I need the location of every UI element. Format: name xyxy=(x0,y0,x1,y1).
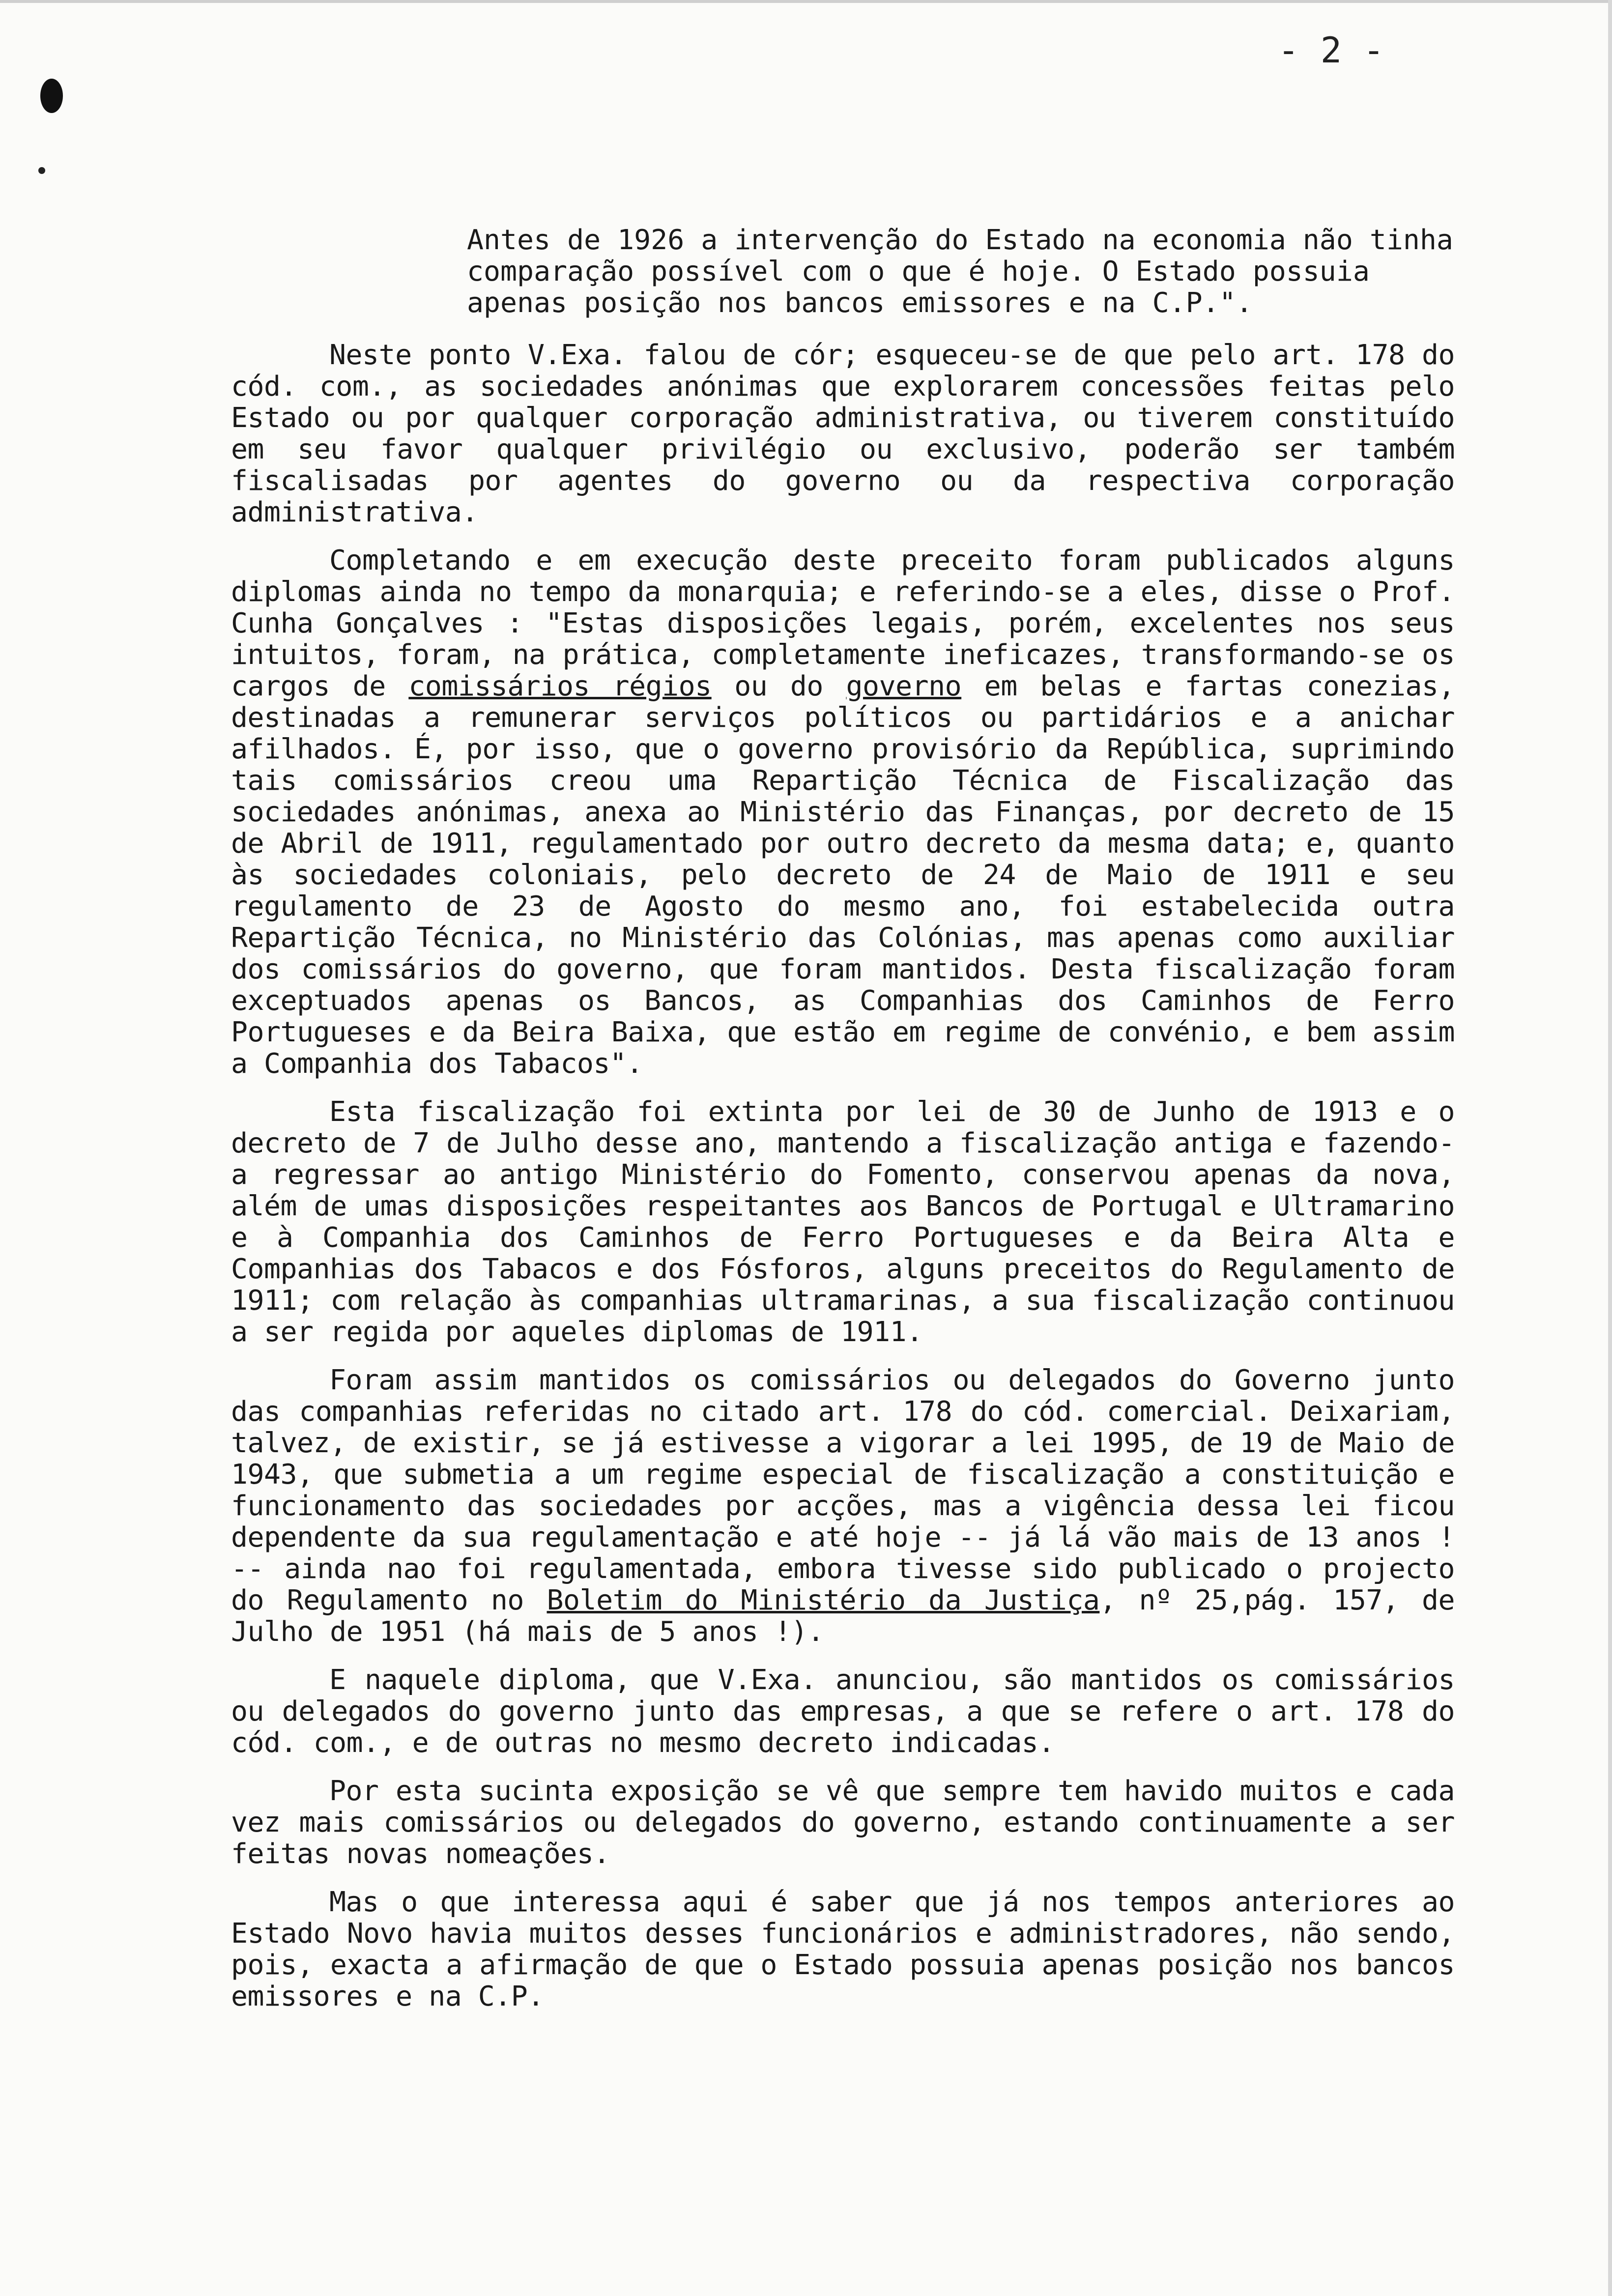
paragraph-4-text-b: , nº 25,pág. 157, de Julho de 1951 (há mais de 5 anos !). xyxy=(231,1584,1455,1648)
document-body xyxy=(231,197,1455,2029)
scan-edge-right xyxy=(1608,0,1612,2296)
punch-hole-mark xyxy=(40,79,63,113)
ink-dot-mark xyxy=(38,167,45,174)
page-number: - 2 - xyxy=(1278,29,1384,71)
underlined-governo: governo xyxy=(846,670,962,702)
paragraph-2-text-a: Completando e em execução deste preceito foram publicados alguns diplomas ainda no tempo da monarquia; e referindo-se a eles, disse o Prof. Cunha Gonçalves : "Estas disposições legais, porém, excelentes nos seus intuitos, foram, na prática, completamente ineficazes, transformando-se os cargos de xyxy=(231,544,1455,702)
paragraph-2-text-c: em belas e fartas conezias, destinadas a remunerar serviços políticos ou partidários e a anichar afilhados. É, por isso, que o governo provisório da República, suprimindo tais comissários creou uma Repartição Técnica de Fiscalização das sociedades anónimas, anexa ao Ministério das Finanças, por decreto de 15 de Abril de 1911, regulamentado por outro decreto da mesma data; e, quanto às sociedades coloniais, pelo decreto de 24 de Maio de 1911 e seu regulamento de 23 de Agosto do mesmo ano, foi estabelecida outra Repartição Técnica, no Ministério das Colónias, mas apenas como auxiliar dos comissários do governo, que foram mantidos. Desta fiscalização foram exceptuados apenas os Bancos, as Companhias dos Caminhos de Ferro Portugueses e da Beira Baixa, que estão em regime de convénio, e bem assim a Companhia dos Tabacos". xyxy=(231,670,1455,1080)
quoted-passage: Antes de 1926 a intervenção do Estado na economia não tinha comparação possível com o que é hoje. O Estado possuia apenas posição nos bancos emissores e na C.P.". xyxy=(467,224,1453,319)
paragraph-5: E naquele diploma, que V.Exa. anunciou, são mantidos os comissários ou delegados do governo junto das empresas, a que se refere o art. 178 do cód. com., e de outras no mesmo decreto indicadas. xyxy=(231,1664,1455,1759)
scan-edge-top xyxy=(0,0,1612,3)
underlined-boletim: Boletim do Ministério da Justiça xyxy=(547,1584,1100,1616)
paragraph-7: Mas o que interessa aqui é saber que já nos tempos anteriores ao Estado Novo havia muitos desses funcionários e administradores, não sendo, pois, exacta a afirmação de que o Estado possuia apenas posição nos bancos emissores e na C.P. xyxy=(231,1886,1455,2012)
paragraph-2 xyxy=(231,545,1455,1080)
paragraph-4 xyxy=(231,1365,1455,1648)
paragraph-1 xyxy=(231,340,1455,528)
paragraph-2-text-b: ou do xyxy=(711,670,846,702)
paragraph-3: Esta fiscalização foi extinta por lei de 30 de Junho de 1913 e o decreto de 7 de Julho desse ano, mantendo a fiscalização antiga e fazendo-a regressar ao antigo Ministério do Fomento, conservou apenas da nova, além de umas disposições respeitantes aos Bancos de Portugal e Ultramarino e à Companhia dos Caminhos de Ferro Portugueses e da Beira Alta e Companhias dos Tabacos e dos Fósforos, alguns preceitos do Regulamento de 1911; com relação às companhias ultramarinas, a sua fiscalização continuou a ser regida por aqueles diplomas de 1911. xyxy=(231,1095,1455,1348)
paragraph-4-text-a: Foram assim mantidos os comissários ou delegados do Governo junto das companhias referidas no citado art. 178 do cód. comercial. Deixariam, talvez, de existir, se já estivesse a vigorar a lei 1995, de 19 de Maio de 1943, que submetia a um regime especial de fiscalização a constituição e funcionamento das sociedades por acções, mas a vigência dessa lei ficou dependente da sua regulamentação e até hoje -- já lá vão mais de 13 anos ! -- ainda nao foi regulamentada, embora tivesse sido publicado o projecto do Regulamento no xyxy=(231,1364,1455,1616)
underlined-comissarios-regios: comissários régios xyxy=(408,670,712,702)
paragraph-1-text: Neste ponto V.Exa. falou de cór; esqueceu-se de que pelo art. 178 do cód. com., as sociedades anónimas que explorarem concessões feitas pelo Estado ou por qualquer corporação administrativa, ou tiverem constituído em seu favor qualquer privilégio ou exclusivo, poderão ser também fiscalisadas por agentes do governo ou da respectiva corporação administrativa. xyxy=(231,339,1455,528)
paragraph-6: Por esta sucinta exposição se vê que sempre tem havido muitos e cada vez mais comissários ou delegados do governo, estando continuamente a ser feitas novas nomeações. xyxy=(231,1775,1455,1870)
